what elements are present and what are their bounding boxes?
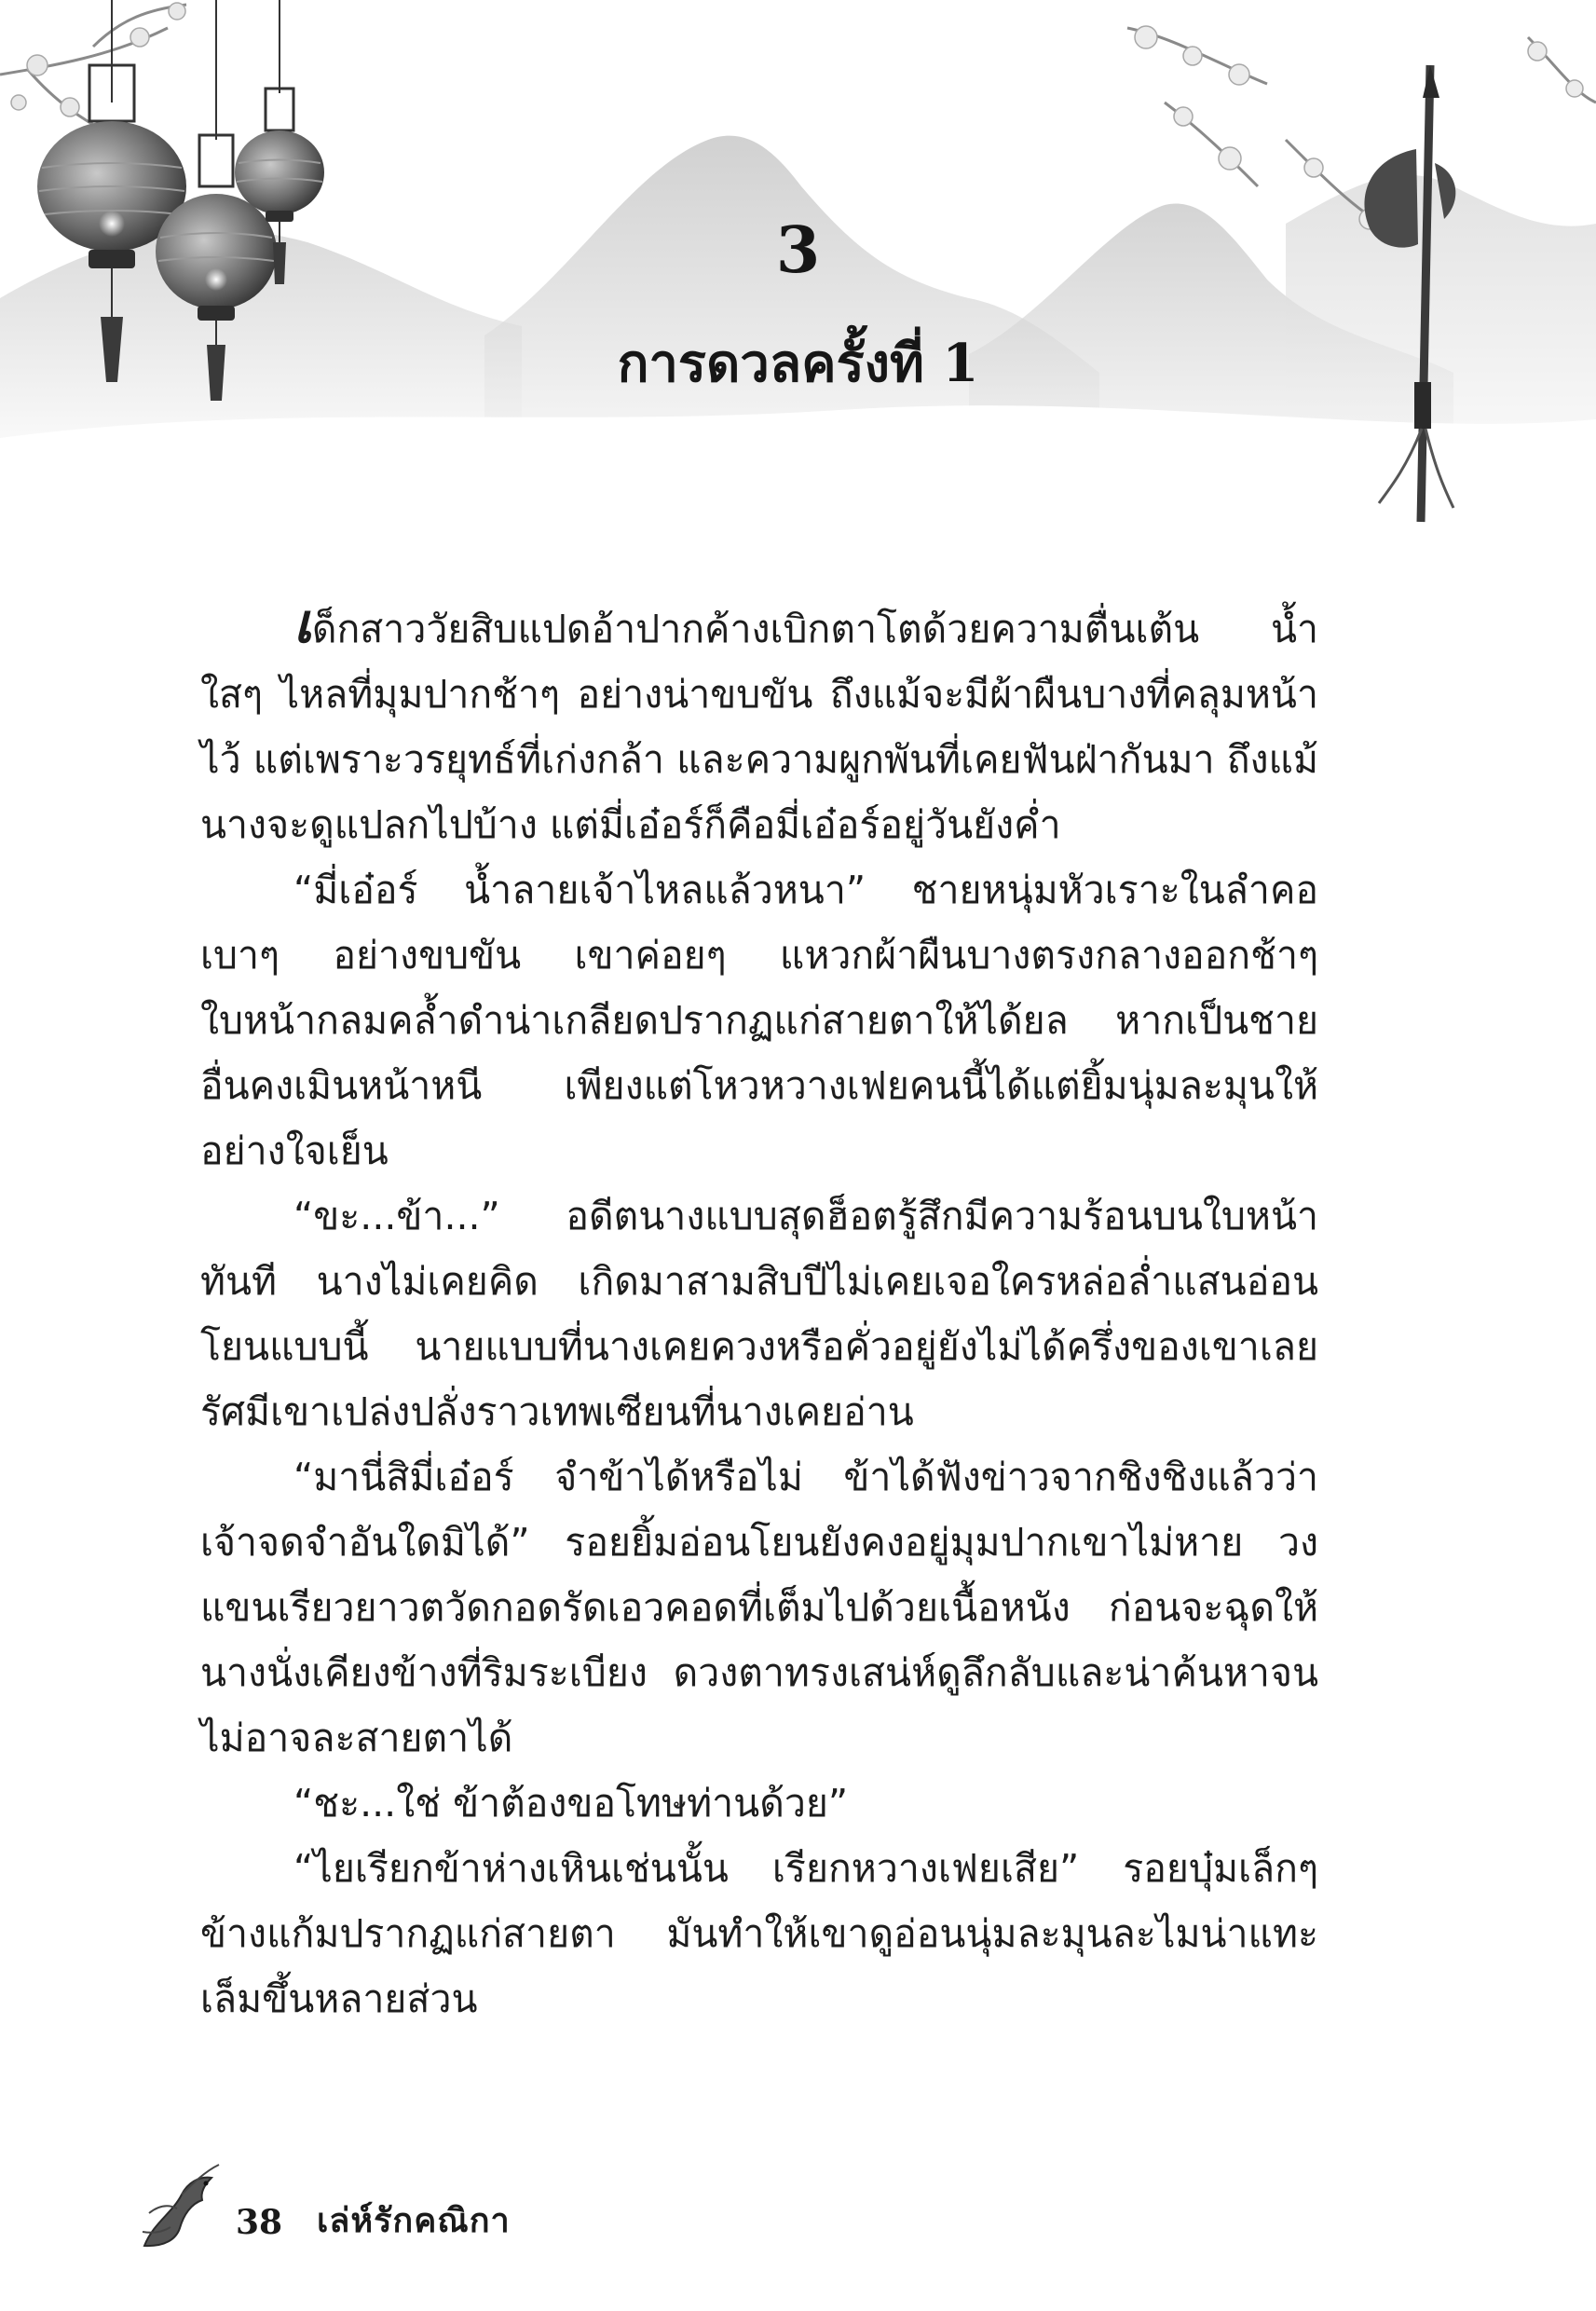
paragraph-text: ด็กสาววัยสิบแปดอ้าปากค้างเบิกตาโตด้วยความตื่นเต้น น้ำใสๆ ไหลที่มุมปากช้าๆ อย่างน่าขบขัน ถึงแม้จะมีผ้าผืนบางที่คลุมหน้าไว้ แต่เพราะวรยุทธ์ที่เก่งกล้า และความผูกพันที่เคยฟันฝ่ากันมา ถึงแม้นางจะดูแปลกไปบ้าง แต่มี่เอ๋อร์ก็คือมี่เอ๋อร์อยู่วันยังค่ำ (200, 607, 1318, 847)
page-footer (126, 2157, 778, 2260)
paragraph-5: “ชะ...ใช่ ข้าต้องขอโทษท่านด้วย” (293, 1781, 849, 1826)
paragraph-6: “ไยเรียกข้าห่างเหินเช่นนั้น เรียกหวางเฟยเสีย” รอยบุ๋มเล็กๆ ข้างแก้มปรากฏแก่สายตา มันทำให้เขาดูอ่อนนุ่มละมุนละไมน่าแทะเล็มขึ้นหลายส่วน (200, 1846, 1318, 2021)
running-book-title: เล่ห์รักคณิกา (317, 2201, 511, 2240)
paragraph-4: “มานี่สิมี่เอ๋อร์ จำข้าได้หรือไม่ ข้าได้ฟังข่าวจากชิงชิงแล้วว่าเจ้าจดจำอันใดมิได้” รอยยิ้มอ่อนโยนยังคงอยู่มุมปากเขาไม่หาย วงแขนเรียวยาวตวัดกอดรัดเอวคอดที่เต็มไปด้วยเนื้อหนัง ก่อนจะฉุดให้นางนั่งเคียงข้างที่ริมระเบียง ดวงตาทรงเสน่ห์ดูลึกลับและน่าค้นหาจนไม่อาจละสายตาได้ (200, 1455, 1318, 1760)
paragraph-2: “มี่เอ๋อร์ น้ำลายเจ้าไหลแล้วหนา” ชายหนุ่มหัวเราะในลำคอเบาๆ อย่างขบขัน เขาค่อยๆ แหวกผ้าผืนบางตรงกลางออกช้าๆ ใบหน้ากลมคล้ำดำน่าเกลียดปรากฏแก่สายตาให้ได้ยล หากเป็นชายอื่นคงเมินหน้าหนี เพียงแต่โหวหวางเฟยคนนี้ได้แต่ยิ้มนุ่มละมุนให้อย่างใจเย็น (200, 868, 1318, 1173)
chapter-title: การดวลครั้งที่ 1 (617, 333, 979, 394)
page-number: 38 (236, 2203, 283, 2242)
chapter-body (200, 592, 1318, 2031)
dragon-icon (126, 2157, 228, 2260)
paragraph-3: “ขะ...ข้า...” อดีตนางแบบสุดฮ็อตรู้สึกมีความร้อนบนใบหน้าทันที นางไม่เคยคิด เกิดมาสามสิบปีไม่เคยเจอใครหล่อล่ำแสนอ่อนโยนแบบนี้ นายแบบที่นางเคยควงหรือคั่วอยู่ยังไม่ได้ครึ่งของเขาเลย รัศมีเขาเปล่งปลั่งราวเทพเซียนที่นางเคยอ่าน (200, 1194, 1318, 1434)
chapter-number: 3 (775, 213, 821, 288)
drop-cap: เ (293, 592, 312, 655)
paragraph-1 (200, 592, 1318, 857)
blossom-branch-left (0, 5, 186, 140)
